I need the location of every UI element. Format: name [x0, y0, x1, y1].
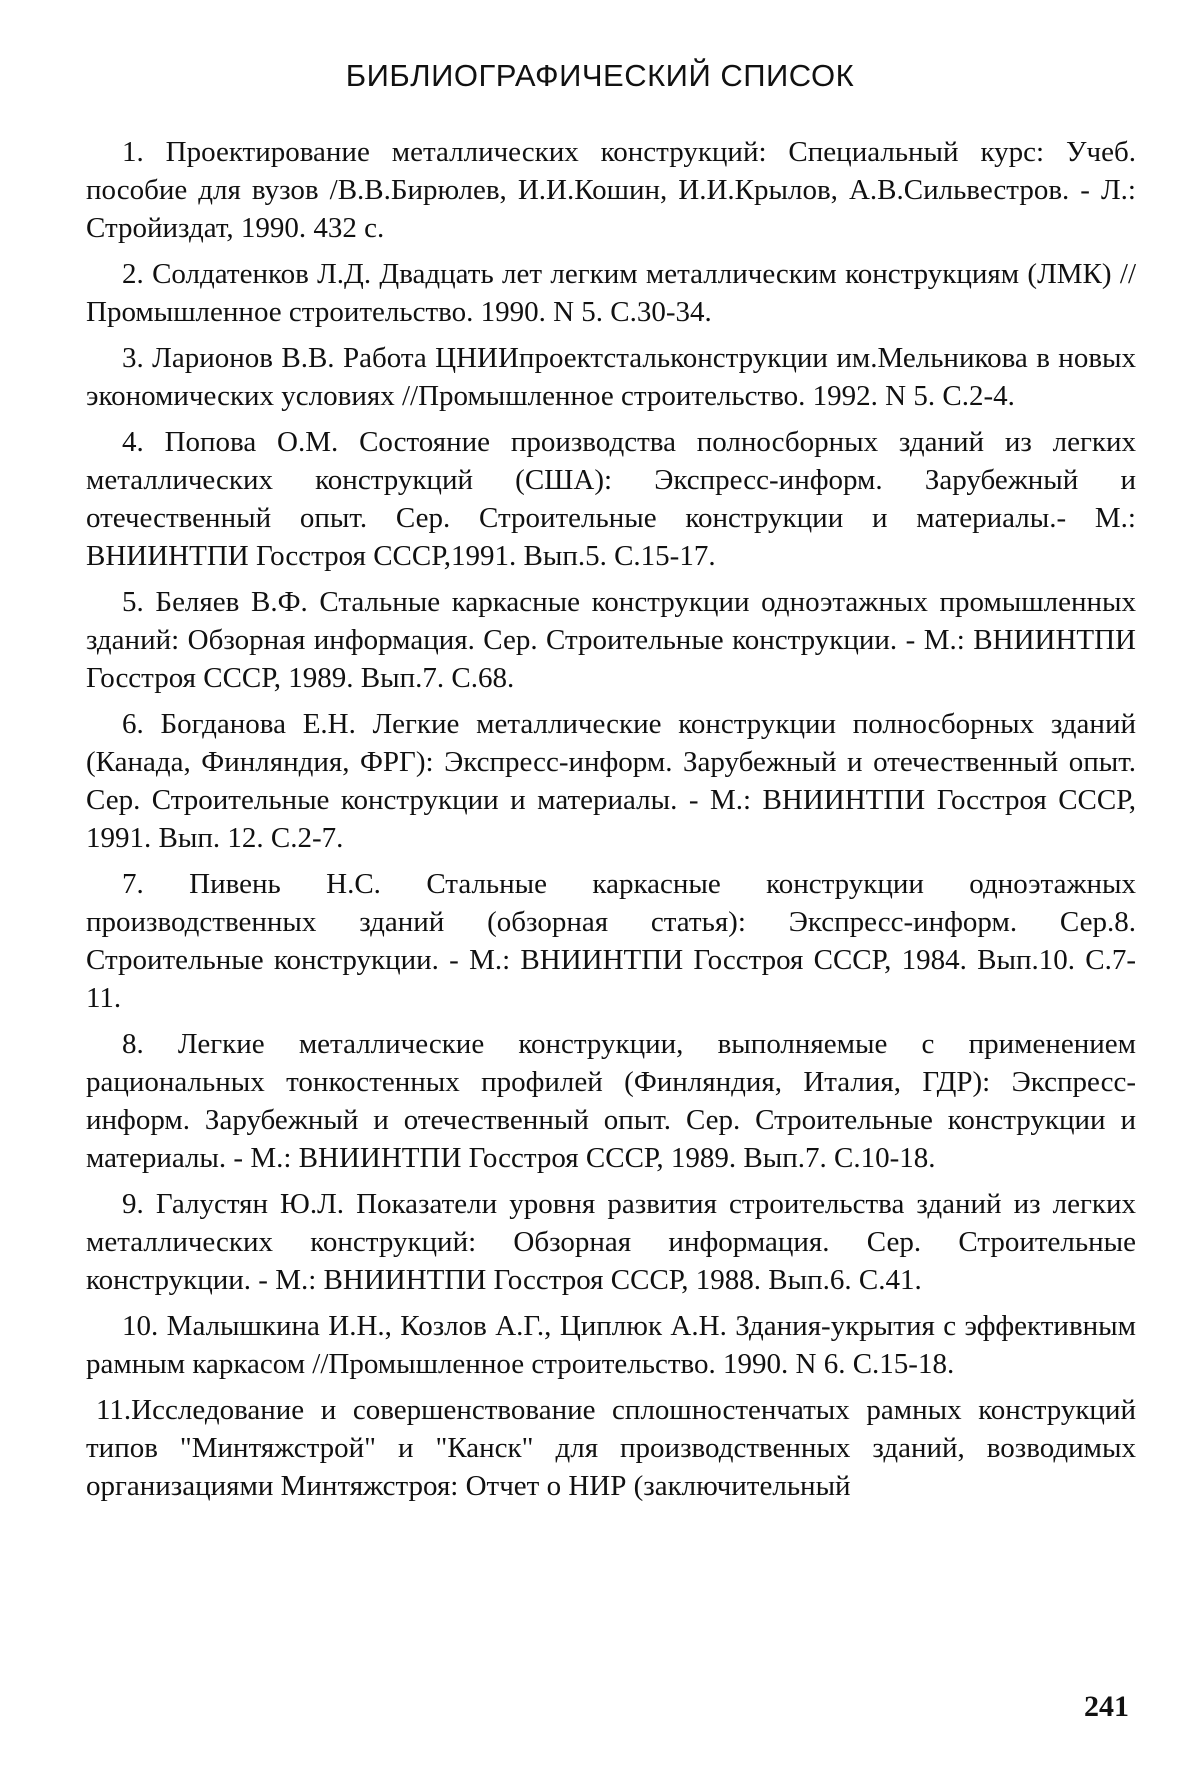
reference-item-7: 7. Пивень Н.С. Стальные каркасные конструкции одноэтажных производственных зданий (обзорная статья): Экспресс-информ. Сер.8. Строительные конструкции. - М.: ВНИИНТПИ Госстроя СССР, 1984. Вып.10. С.7-11. [86, 868, 1136, 1014]
bibliography-list [86, 133, 1136, 1513]
reference-item-3: 3. Ларионов В.В. Работа ЦНИИпроектстальконструкции им.Мельникова в новых экономических условиях //Промышленное строительство. 1992. N 5. С.2-4. [86, 342, 1136, 412]
reference-item-1: 1. Проектирование металлических конструкций: Специальный курс: Учеб. пособие для вузов /В.В.Бирюлев, И.И.Кошин, И.И.Крылов, А.В.Сильвестров. - Л.: Стройиздат, 1990. 432 с. [86, 136, 1136, 244]
reference-item-8: 8. Легкие металлические конструкции, выполняемые с применением рациональных тонкостенных профилей (Финляндия, Италия, ГДР): Экспресс-информ. Зарубежный и отечественный опыт. Сер. Строительные конструкции и материалы. - М.: ВНИИНТПИ Госстроя СССР, 1989. Вып.7. С.10-18. [86, 1028, 1136, 1174]
page-number: 241 [1084, 1690, 1129, 1723]
reference-item-10: 10. Малышкина И.Н., Козлов А.Г., Циплюк А.Н. Здания-укрытия с эффективным рамным каркасом //Промышленное строительство. 1990. N 6. С.15-18. [86, 1310, 1136, 1380]
reference-item-5: 5. Беляев В.Ф. Стальные каркасные конструкции одноэтажных промышленных зданий: Обзорная информация. Сер. Строительные конструкции. - М.: ВНИИНТПИ Госстроя СССР, 1989. Вып.7. С.68. [86, 586, 1136, 694]
reference-item-6: 6. Богданова Е.Н. Легкие металлические конструкции полносборных зданий (Канада, Финляндия, ФРГ): Экспресс-информ. Зарубежный и отечественный опыт. Сер. Строительные конструкции и материалы. - М.: ВНИИНТПИ Госстроя СССР, 1991. Вып. 12. С.2-7. [86, 708, 1136, 854]
reference-item-9: 9. Галустян Ю.Л. Показатели уровня развития строительства зданий из легких металлических конструкций: Обзорная информация. Сер. Строительные конструкции. - М.: ВНИИНТПИ Госстроя СССР, 1988. Вып.6. С.41. [86, 1188, 1136, 1296]
reference-item-4: 4. Попова О.М. Состояние производства полносборных зданий из легких металлических конструкций (США): Экспресс-информ. Зарубежный и отечественный опыт. Сер. Строительные конструкции и материалы.- М.: ВНИИНТПИ Госстроя СССР,1991. Вып.5. С.15-17. [86, 426, 1136, 572]
page-title: БИБЛИОГРАФИЧЕСКИЙ СПИСОК [345, 58, 855, 93]
reference-item-2: 2. Солдатенков Л.Д. Двадцать лет легким металлическим конструкциям (ЛМК) //Промышленное строительство. 1990. N 5. С.30-34. [86, 258, 1136, 328]
reference-item-11: 11.Исследование и совершенствование сплошностенчатых рамных конструкций типов "Минтяжстрой" и "Канск" для производственных зданий, возводимых организациями Минтяжстроя: Отчет о НИР (заключительный [86, 1394, 1136, 1502]
